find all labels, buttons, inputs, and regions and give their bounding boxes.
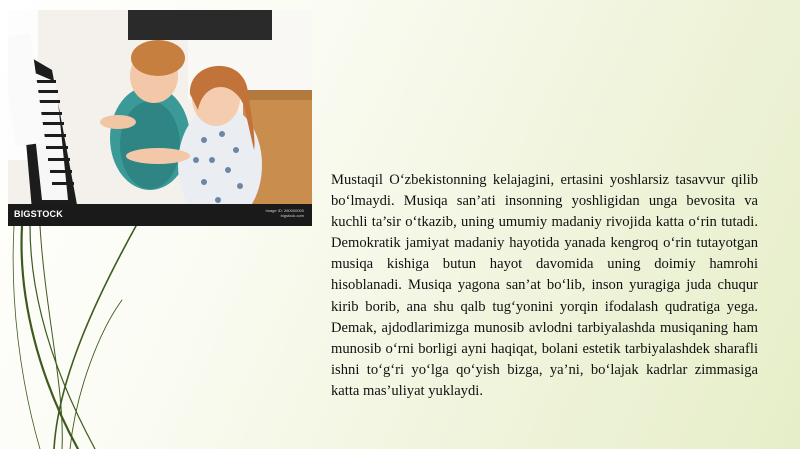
photo-credit-line-1: Image ID: 260000000 [265, 208, 304, 213]
photo-children-piano [8, 10, 312, 226]
photo-watermark-bar [8, 204, 312, 226]
piano-photo-illustration [8, 10, 312, 226]
photo-credit-line-2: bigstock.com [280, 213, 304, 218]
slide-body-paragraph: Mustaqil O‘zbekistonning kelajagini, ertasini yoshlarsiz tasavvur qilib bo‘lmaydi. Musiqa san’ati insonning yoshligidan unga bevosita va kuchli ta’sir o‘tkazib, uning umumiy madaniy rivojida katta o‘rin tutadi. Demokratik jamiyat madaniy hayotida yanada kengroq o‘rin tutayotgan musiqa kishiga butun hayot davomida uning doimiy hamrohi hisoblanadi. Musiqa yagona san’at bo‘lib, inson yuragiga juda chuqur kirib borib, ana shu qalb tug‘yonini yorqin ifodalash qudratiga yega. Demak, ajdodlarimizga munosib avlodni tarbiyalashda musiqaning ham munosib o‘rni borligi ayni haqiqat, bolani estetik tarbiyalashdek sharafli ishni to‘g‘ri yo‘lga qo‘yish bizga, ya’ni, bo‘lajak kadrlar zimmasiga katta mas’uliyat yuklaydi. [331, 172, 758, 399]
photo-credit [266, 208, 304, 218]
bigstock-logo: BIGSTOCK [14, 209, 63, 219]
